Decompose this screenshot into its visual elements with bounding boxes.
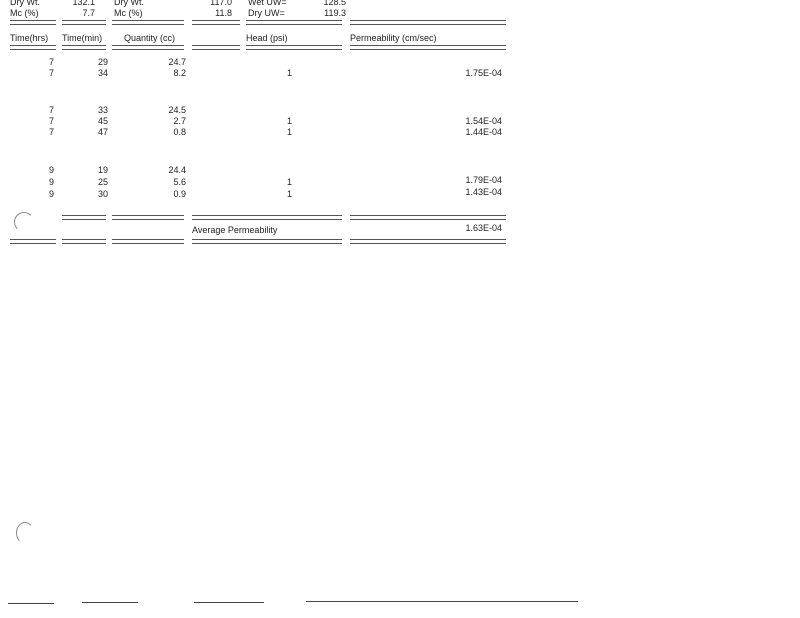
cell-min: 47 bbox=[97, 127, 108, 137]
rule-double bbox=[112, 45, 184, 50]
cell-hrs: 7 bbox=[48, 57, 54, 67]
rule-double bbox=[62, 45, 106, 50]
rule-double bbox=[192, 45, 240, 50]
rule-double bbox=[192, 20, 240, 25]
cell-perm: 1.75E-04 bbox=[465, 68, 502, 78]
cell-qty: 8.2 bbox=[173, 68, 186, 78]
mc-label: Mc (%) bbox=[10, 8, 39, 18]
footer-line bbox=[306, 601, 578, 602]
mc-value-2: 11.8 bbox=[215, 8, 232, 18]
dry-uw-value: 119.3 bbox=[324, 8, 346, 18]
footer-line bbox=[8, 603, 54, 604]
rule-double bbox=[10, 239, 56, 244]
rule-double bbox=[192, 215, 342, 220]
dry-wt-label-2: Dry Wt. bbox=[114, 0, 144, 7]
header-quantity: Quantity (cc) bbox=[124, 33, 176, 43]
rule-double bbox=[350, 45, 506, 50]
dry-uw-label: Dry UW= bbox=[248, 8, 285, 18]
header-time-min: Time(min) bbox=[62, 33, 103, 43]
rule-double bbox=[246, 45, 342, 50]
rule-double bbox=[350, 20, 506, 25]
cell-min: 30 bbox=[97, 189, 108, 199]
cell-hrs: 7 bbox=[48, 68, 54, 78]
rule-double bbox=[350, 215, 506, 220]
cell-min: 29 bbox=[97, 57, 108, 67]
cell-head: 1 bbox=[286, 189, 292, 199]
cell-perm: 1.43E-04 bbox=[465, 187, 502, 197]
header-permeability: Permeability (cm/sec) bbox=[350, 33, 437, 43]
cell-min: 34 bbox=[97, 68, 108, 78]
rule-double bbox=[192, 239, 342, 244]
rule-double bbox=[350, 239, 506, 244]
cell-hrs: 9 bbox=[48, 177, 54, 187]
mc-value: 7.7 bbox=[82, 8, 95, 18]
cell-hrs: 7 bbox=[48, 127, 54, 137]
cell-qty: 24.7 bbox=[168, 57, 186, 67]
average-value: 1.63E-04 bbox=[465, 223, 502, 233]
rule-double bbox=[62, 20, 106, 25]
footer-line bbox=[82, 602, 138, 603]
cell-head: 1 bbox=[286, 127, 292, 137]
cell-qty: 0.9 bbox=[173, 189, 186, 199]
cell-min: 25 bbox=[97, 177, 108, 187]
cell-qty: 0.8 bbox=[173, 127, 186, 137]
dry-wt-value-2: 117.0 bbox=[210, 0, 232, 7]
dry-wt-label: Dry Wt. bbox=[10, 0, 40, 7]
header-head: Head (psi) bbox=[246, 33, 288, 43]
average-label: Average Permeability bbox=[192, 225, 278, 235]
cell-head: 1 bbox=[286, 68, 292, 78]
rule-double bbox=[246, 20, 342, 25]
rule-double bbox=[10, 20, 56, 25]
rule-double bbox=[62, 239, 106, 244]
cell-qty: 24.5 bbox=[168, 105, 186, 115]
cell-perm: 1.54E-04 bbox=[465, 116, 502, 126]
rule-double bbox=[112, 239, 184, 244]
cell-qty: 24.4 bbox=[168, 165, 186, 175]
cell-qty: 5.6 bbox=[173, 177, 186, 187]
cell-min: 19 bbox=[97, 165, 108, 175]
cell-hrs: 9 bbox=[48, 165, 54, 175]
cell-qty: 2.7 bbox=[173, 116, 186, 126]
cell-head: 1 bbox=[286, 116, 292, 126]
cell-perm: 1.44E-04 bbox=[465, 127, 502, 137]
wet-uw-label: Wet UW= bbox=[248, 0, 287, 7]
wet-uw-value: 128.5 bbox=[323, 0, 346, 7]
rule-double bbox=[112, 215, 184, 220]
dry-wt-value: 132.1 bbox=[72, 0, 95, 7]
rule-double bbox=[62, 215, 106, 220]
cell-perm: 1.79E-04 bbox=[465, 175, 502, 185]
rule-double bbox=[10, 45, 56, 50]
mc-label-2: Mc (%) bbox=[114, 8, 143, 18]
header-time-hrs: Time(hrs) bbox=[10, 33, 49, 43]
punch-hole-mark bbox=[14, 212, 34, 232]
cell-min: 45 bbox=[97, 116, 108, 126]
cell-hrs: 9 bbox=[48, 189, 54, 199]
cell-head: 1 bbox=[286, 177, 292, 187]
rule-double bbox=[112, 20, 184, 25]
punch-hole-mark bbox=[16, 522, 34, 544]
footer-line bbox=[194, 602, 264, 603]
cell-hrs: 7 bbox=[48, 116, 54, 126]
cell-hrs: 7 bbox=[48, 105, 54, 115]
cell-min: 33 bbox=[97, 105, 108, 115]
